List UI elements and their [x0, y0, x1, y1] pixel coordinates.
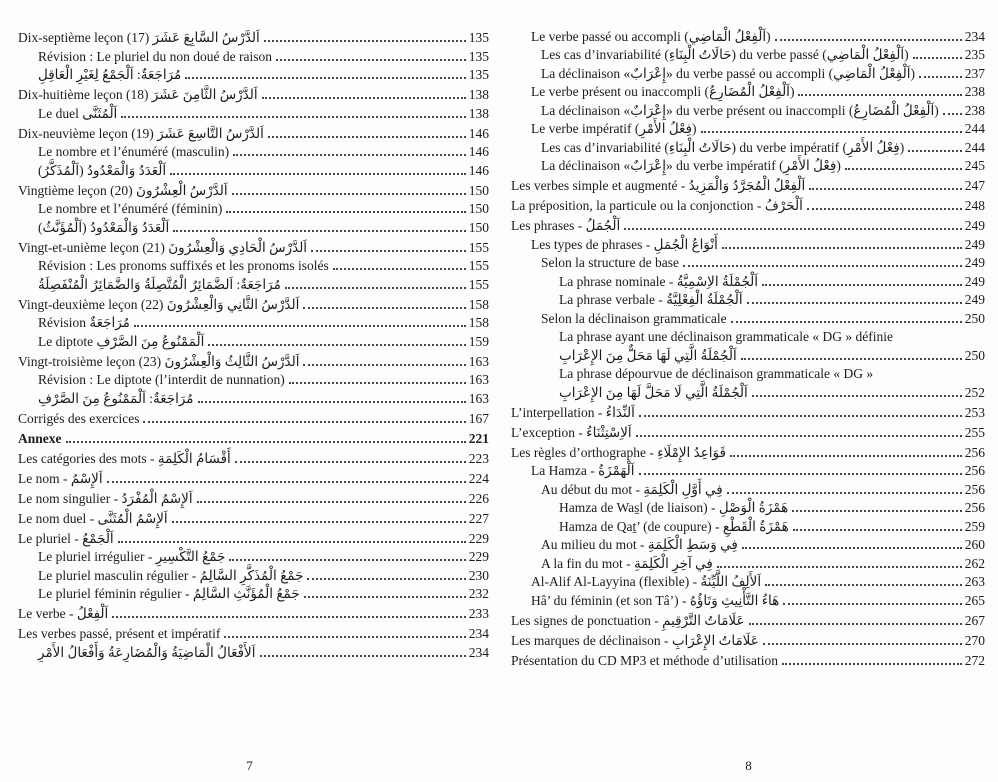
dot-leader	[943, 113, 962, 115]
toc-entry-label: Hamza de Qaṯ’ (de coupure) - هَمْزَةُ الْقَطْعِ	[559, 518, 789, 534]
toc-entry	[18, 66, 489, 83]
toc-entry-label: Les types de phrases - أَنْوَاعُ الْجُمَلِ	[531, 236, 718, 252]
toc-entry	[18, 585, 489, 602]
toc-entry-label: Les marques de déclinaison - عَلَامَاتُ الإِعْرَابِ	[511, 632, 759, 648]
dot-leader	[208, 344, 465, 346]
toc-entry-label: Le pluriel masculin régulier - جَمْعُ الْمُذَكَّرِ السَّالِمُ	[38, 567, 304, 583]
toc-entry	[18, 605, 489, 622]
toc-entry	[511, 518, 985, 535]
toc-entry	[511, 177, 985, 194]
toc-entry	[18, 490, 489, 507]
dot-leader	[639, 473, 962, 475]
toc-entry	[511, 536, 985, 553]
dot-leader	[727, 492, 962, 494]
dot-leader	[763, 643, 962, 645]
toc-entry	[511, 157, 985, 174]
toc-entry-label: Le verbe présent ou inaccompli (اَلْفِعْلُ الْمُضَارِعُ)	[531, 84, 795, 99]
toc-entry	[18, 390, 489, 407]
toc-entry	[511, 462, 985, 479]
toc-entry-label: Le nom duel - اَلإِسْمُ الْمُثَنَّى	[18, 510, 168, 526]
dot-leader	[262, 97, 466, 99]
dot-leader	[121, 116, 465, 118]
toc-entry-page: 135	[468, 48, 489, 64]
toc-entry	[18, 276, 489, 293]
dot-leader	[303, 307, 465, 309]
toc-entry-page: 230	[468, 567, 489, 583]
toc-entry-label: La phrase ayant une déclinaison grammaticale « DG » définie	[559, 329, 893, 344]
toc-entry-label: Le verbe passé ou accompli (اَلْفِعْلُ الْمَاضِي)	[531, 28, 771, 44]
toc-entry	[511, 444, 985, 461]
toc-entry-label: La déclinaison «إِعْرَابٌ» du verbe passé ou accompli (اَلْفِعْلُ الْمَاضِي)	[541, 65, 915, 81]
toc-entry-page: 238	[964, 102, 985, 118]
toc-entry	[18, 125, 489, 142]
toc-entry	[18, 200, 489, 217]
toc-entry-page: 146	[468, 144, 489, 159]
toc-entry-label: Dix-neuvième leçon (19) اَلدَّرْسُ التَّاسِعَ عَشَرَ	[18, 125, 264, 141]
dot-leader	[185, 77, 465, 79]
dot-leader	[639, 415, 962, 417]
toc-entry-page: 234	[468, 626, 489, 641]
toc-entry-page: 249	[964, 255, 985, 270]
dot-leader	[118, 541, 466, 543]
toc-entry	[18, 567, 489, 584]
toc-entry	[18, 450, 489, 467]
toc-entry	[511, 424, 985, 441]
toc-entry-page: 150	[468, 219, 489, 235]
toc-entry-label: مُرَاجَعَةٌ: اَلضَّمَائِرُ الْمُتَّصِلَةُ وَالضَّمَائِرُ الْمُنْفَصِلَةُ	[38, 276, 281, 292]
toc-entry-page: 155	[468, 276, 489, 292]
toc-entry-page: 249	[964, 218, 985, 233]
toc-entry-page: 262	[964, 555, 985, 571]
toc-entry	[511, 217, 985, 234]
toc-entry-page: 252	[964, 384, 985, 400]
toc-entry	[511, 65, 985, 82]
toc-entry-page: 247	[964, 178, 985, 193]
dot-leader	[232, 193, 466, 195]
dot-leader	[749, 623, 962, 625]
toc-entry-label: Les phrases - اَلْجُمَلُ	[511, 218, 621, 233]
toc-entry-label: Le diptote اَلْمَمْنُوعُ مِنَ الصَّرْفِ	[38, 333, 205, 349]
toc-entry-page: 163	[468, 390, 489, 406]
toc-entry-page: 244	[964, 139, 985, 155]
toc-entry	[18, 644, 489, 661]
toc-entry-page: 234	[468, 644, 489, 660]
toc-entry	[511, 612, 985, 629]
dot-leader	[229, 559, 465, 561]
dot-leader	[224, 636, 465, 638]
dot-leader	[307, 578, 465, 580]
dot-leader	[276, 59, 466, 61]
toc-entry-label: L’interpellation - اَلنِّدَاءُ	[511, 404, 635, 420]
toc-entry-page: 233	[468, 606, 489, 621]
toc-entry	[511, 328, 985, 345]
toc-entry	[18, 219, 489, 236]
toc-entry-page: 244	[964, 121, 985, 136]
toc-entry	[18, 239, 489, 256]
toc-entry-label: اَلْجُمْلَةُ الَّتِي لَا مَحَلَّ لَهَا مِنَ الإِعْرَابِ	[559, 384, 748, 400]
toc-entry-label: Révision : Les pronoms suffixés et les pronoms isolés	[38, 258, 329, 273]
toc-entry-page: 158	[468, 315, 489, 330]
dot-leader	[919, 76, 962, 78]
toc-list-left	[18, 29, 489, 661]
toc-entry-page: 256	[964, 444, 985, 460]
toc-entry-page: 150	[468, 182, 489, 198]
toc-entry-label: L’exception - اَلاِسْتِثْنَاءُ	[511, 424, 632, 440]
toc-entry-label: Au début du mot - فِي أَوَّلِ الْكَلِمَةِ	[541, 481, 723, 497]
toc-entry-label: Présentation du CD MP3 et méthode d’utilisation	[511, 652, 778, 668]
toc-entry-label: Le nom - اَلإِسْمُ	[18, 470, 103, 486]
dot-leader	[233, 154, 466, 156]
dot-leader	[783, 603, 961, 605]
toc-entry	[511, 347, 985, 364]
toc-entry	[511, 632, 985, 649]
toc-entry-label: Le pluriel féminin régulier - جَمْعُ الْمُؤَنَّثِ السَّالِمُ	[38, 586, 300, 601]
dot-leader	[913, 57, 962, 59]
toc-entry-label: Révision : Le pluriel du non doué de raison	[38, 48, 272, 64]
toc-entry	[511, 236, 985, 253]
dot-leader	[289, 382, 466, 384]
toc-entry	[18, 548, 489, 565]
toc-entry	[511, 555, 985, 572]
toc-entry-page: 229	[468, 530, 489, 546]
toc-entry-label: Le nombre et l’énuméré (féminin)	[38, 201, 223, 216]
dot-leader	[636, 435, 962, 437]
toc-entry	[511, 384, 985, 401]
dot-leader	[683, 265, 962, 267]
toc-entry	[511, 481, 985, 498]
toc-entry	[18, 105, 489, 122]
toc-entry-page: 263	[964, 574, 985, 589]
toc-entry	[511, 310, 985, 327]
toc-entry-page: 249	[964, 292, 985, 307]
toc-entry-page: 158	[468, 296, 489, 312]
toc-entry-label: اَلْعَدَدُ وَالْمَعْدُودُ (اَلْمُؤَنَّثُ)	[38, 219, 170, 235]
toc-entry-label: اَلْجُمْلَةُ الَّتِي لَهَا مَحَلٌّ مِنَ الإِعْرَابِ	[559, 347, 737, 363]
dot-leader	[765, 584, 962, 586]
toc-entry-label: مُرَاجَعَةٌ: اَلْمَمْنُوعُ مِنَ الصَّرْفِ	[38, 390, 194, 406]
toc-entry	[18, 470, 489, 487]
toc-entry	[18, 430, 489, 447]
toc-entry	[511, 273, 985, 290]
toc-entry	[511, 28, 985, 45]
dot-leader	[285, 287, 466, 289]
dot-leader	[172, 521, 466, 523]
toc-entry-page: 146	[468, 125, 489, 141]
dot-leader	[112, 616, 465, 618]
toc-entry	[18, 29, 489, 46]
toc-entry	[18, 162, 489, 179]
toc-entry	[18, 143, 489, 160]
dot-leader	[798, 94, 961, 96]
toc-entry-page: 272	[964, 652, 985, 668]
toc-entry-label: Le nom singulier - اَلإِسْمُ الْمُفْرَدُ	[18, 490, 193, 506]
toc-entry-page: 163	[468, 353, 489, 369]
toc-entry-page: 249	[964, 236, 985, 252]
dot-leader	[264, 40, 466, 42]
page-number: 7	[246, 758, 253, 773]
toc-entry-page: 138	[468, 105, 489, 121]
toc-entry-page: 249	[964, 273, 985, 289]
toc-entry-label: Vingtième leçon (20) اَلدَّرْسُ الْعِشْرُونَ	[18, 182, 228, 198]
toc-entry-label: La déclinaison «إِعْرَابٌ» du verbe impératif (فِعْلُ الأَمْرِ)	[541, 158, 841, 173]
toc-entry-label: Les cas d’invariabilité (حَالَاتُ الْبِنَاءِ) du verbe impératif (فِعْلُ الأَمْرِ)	[541, 139, 905, 155]
dot-leader	[762, 284, 962, 286]
toc-entry-label: La phrase dépourvue de déclinaison grammaticale « DG »	[559, 366, 874, 381]
toc-entry-page: 253	[964, 404, 985, 420]
toc-entry-page: 229	[468, 549, 489, 564]
toc-entry-label: La phrase nominale - اَلْجُمْلَةُ الاِسْمِيَّةُ	[559, 273, 759, 289]
toc-entry-page: 248	[964, 198, 985, 213]
toc-entry	[18, 182, 489, 199]
toc-entry-label: La Hamza - اَلْهَمْزَةُ	[531, 463, 635, 478]
toc-entry	[18, 296, 489, 313]
dot-leader	[701, 131, 962, 133]
toc-entry-label: مُرَاجَعَةٌ: اَلْجَمْعُ لِغَيْرِ الْعَاقِلِ	[38, 67, 182, 82]
dot-leader	[793, 529, 962, 531]
toc-entry	[511, 652, 985, 669]
toc-entry-page: 260	[964, 537, 985, 552]
toc-entry	[18, 530, 489, 547]
dot-leader	[303, 364, 465, 366]
toc-list-right	[511, 28, 985, 669]
dot-leader	[730, 455, 962, 457]
toc-entry-label: Dix-septième leçon (17) اَلدَّرْسُ السَّابِعَ عَشَرَ	[18, 30, 260, 45]
toc-entry	[18, 257, 489, 274]
toc-entry	[18, 353, 489, 370]
toc-entry-label: Corrigés des exercices	[18, 410, 140, 426]
toc-entry-page: 250	[964, 310, 985, 326]
dot-leader	[197, 501, 466, 503]
toc-entry-label: Les verbes passé, présent et impératif	[18, 626, 221, 641]
toc-entry	[511, 197, 985, 214]
dot-leader	[792, 510, 962, 512]
toc-entry-page: 163	[468, 372, 489, 387]
toc-entry-page: 138	[468, 87, 489, 102]
toc-entry-page: 256	[964, 500, 985, 515]
toc-entry-page: 146	[468, 162, 489, 178]
toc-entry-label: Les règles d’orthographe - قَوَاعِدُ الإِمْلَاءِ	[511, 444, 726, 460]
dot-leader	[845, 168, 962, 170]
toc-entry-page: 265	[964, 592, 985, 608]
toc-entry-label: La déclinaison «إِعْرَابٌ» du verbe présent ou inaccompli (اَلْفِعْلُ الْمُضَارِعُ)	[541, 102, 939, 118]
dot-leader	[66, 441, 466, 443]
toc-entry	[511, 120, 985, 137]
toc-entry-page: 135	[468, 30, 489, 45]
toc-entry-page: 155	[468, 239, 489, 255]
toc-entry-page: 223	[468, 450, 489, 466]
toc-entry-label: Vingt-et-unième leçon (21) اَلدَّرْسُ الْحَادِي وَالْعِشْرُونَ	[18, 239, 308, 255]
toc-entry-page: 259	[964, 518, 985, 534]
toc-entry	[511, 499, 985, 516]
toc-entry-page: 237	[964, 65, 985, 81]
toc-entry	[18, 48, 489, 65]
toc-entry-label: Le pluriel - اَلْجَمْعُ	[18, 530, 114, 546]
toc-entry	[511, 254, 985, 271]
dot-leader	[311, 250, 466, 252]
dot-leader	[107, 481, 466, 483]
toc-entry-page: 224	[468, 470, 489, 486]
toc-entry-page: 245	[964, 158, 985, 173]
toc-entry	[18, 410, 489, 427]
toc-entry-page: 256	[964, 481, 985, 497]
toc-entry-page: 150	[468, 201, 489, 216]
dot-leader	[807, 208, 962, 210]
dot-leader	[722, 247, 962, 249]
toc-entry	[18, 86, 489, 103]
dot-leader	[226, 211, 465, 213]
toc-entry-label: Les signes de ponctuation - عَلَامَاتُ التَّرْقِيمِ	[511, 612, 745, 628]
toc-entry-label: Selon la déclinaison grammaticale	[541, 310, 727, 326]
dot-leader	[741, 358, 962, 360]
toc-entry-page: 167	[468, 410, 489, 426]
dot-leader	[742, 547, 962, 549]
toc-entry-label: Les cas d’invariabilité (حَالَاتُ الْبِنَاءِ) du verbe passé (اَلْفِعْلُ الْمَاضِي)	[541, 47, 909, 62]
dot-leader	[170, 173, 466, 175]
toc-entry	[18, 371, 489, 388]
dot-leader	[134, 325, 466, 327]
toc-entry	[511, 404, 985, 421]
dot-leader	[235, 461, 466, 463]
dot-leader	[908, 150, 962, 152]
toc-entry-label: Les catégories des mots - أَقْسَامُ الْكَلِمَةِ	[18, 450, 231, 466]
toc-entry	[511, 46, 985, 63]
toc-entry-label: Le verbe impératif (فِعْلُ الأَمْرِ)	[531, 121, 697, 136]
toc-entry-label: Le duel اَلْمُثَنَّى	[38, 105, 118, 121]
toc-entry-label: Les verbes simple et augmenté - اَلْفِعْلُ الْمُجَرَّدُ وَالْمَزِيدُ	[511, 178, 806, 193]
toc-entry-label: Annexe	[18, 430, 62, 446]
dot-leader	[624, 228, 962, 230]
toc-entry-page: 256	[964, 463, 985, 478]
toc-entry-page: 270	[964, 632, 985, 648]
toc-entry	[511, 592, 985, 609]
toc-entry-label: Révision : Le diptote (l’interdit de nunnation)	[38, 372, 285, 387]
toc-entry-label: A la fin du mot - فِي آخِرِ الْكَلِمَةِ	[541, 555, 713, 571]
toc-entry-page: 238	[964, 84, 985, 99]
toc-entry-page: 226	[468, 490, 489, 506]
toc-entry	[511, 291, 985, 308]
toc-entry	[18, 625, 489, 642]
dot-leader	[782, 663, 962, 665]
toc-entry-label: Révision مُرَاجَعَةٌ	[38, 315, 130, 330]
dot-leader	[198, 401, 466, 403]
toc-entry-label: La préposition, la particule ou la conjonction - اَلْحَرْفُ	[511, 198, 803, 213]
toc-entry-page: 159	[468, 333, 489, 349]
dot-leader	[333, 268, 466, 270]
toc-entry-label: Hâ’ du féminin (et son Tâ’) - هَاءُ التَّأْنِيثِ وَتَاؤُهُ	[531, 592, 780, 608]
dot-leader	[268, 136, 466, 138]
toc-entry-page: 221	[468, 430, 489, 446]
toc-entry-label: La phrase verbale - اَلْجُمْلَةُ الْفِعْلِيَّةُ	[559, 292, 743, 307]
dot-leader	[717, 566, 962, 568]
dot-leader	[775, 39, 962, 41]
toc-entry	[511, 139, 985, 156]
dot-leader	[747, 302, 962, 304]
dot-leader	[260, 655, 466, 657]
toc-page-right	[499, 0, 998, 782]
toc-entry-page: 234	[964, 28, 985, 44]
toc-entry-page: 250	[964, 347, 985, 363]
toc-entry-label: Vingt-troisième leçon (23) اَلدَّرْسُ الثَّالِثُ وَالْعِشْرُونَ	[18, 353, 300, 369]
dot-leader	[173, 230, 466, 232]
toc-entry	[18, 510, 489, 527]
toc-entry	[511, 102, 985, 119]
toc-entry-page: 235	[964, 47, 985, 62]
toc-entry	[18, 314, 489, 331]
toc-entry	[511, 83, 985, 100]
dot-leader	[304, 596, 466, 598]
dot-leader	[752, 395, 962, 397]
dot-leader	[143, 421, 465, 423]
dot-leader	[731, 321, 962, 323]
toc-entry-page: 232	[468, 586, 489, 601]
toc-entry-page: 255	[964, 424, 985, 440]
toc-entry-page: 135	[468, 67, 489, 82]
page-number: 8	[745, 758, 752, 773]
toc-entry-label: اَلأَفْعَالُ الْمَاضِيَةُ وَالْمُضَارِعَةُ وَأَفْعَالُ الأَمْرِ	[38, 644, 256, 660]
toc-entry-label: Dix-huitième leçon (18) اَلدَّرْسُ الثَّامِنَ عَشَرَ	[18, 87, 258, 102]
toc-entry-label: Le verbe - اَلْفِعْلُ	[18, 606, 109, 621]
toc-entry-label: Vingt-deuxième leçon (22) اَلدَّرْسُ الثَّانِي وَالْعِشْرُونَ	[18, 296, 300, 312]
toc-entry-page: 155	[468, 258, 489, 273]
toc-entry-label: اَلْعَدَدُ وَالْمَعْدُودُ (اَلْمُذَكَّرُ)	[38, 162, 167, 178]
toc-entry-page: 227	[468, 510, 489, 526]
dot-leader	[809, 188, 962, 190]
toc-entry-label: Hamza de Was̱l (de liaison) - هَمْزَةُ الْوَصْلِ	[559, 500, 789, 515]
toc-entry-page: 267	[964, 612, 985, 628]
toc-entry	[18, 333, 489, 350]
toc-entry-label: Le nombre et l’énuméré (masculin)	[38, 144, 230, 159]
toc-entry	[511, 573, 985, 590]
toc-entry-label: Le pluriel irrégulier - جَمْعُ التَّكْسِيرِ	[38, 549, 226, 564]
toc-entry	[511, 365, 985, 382]
toc-entry-label: Selon la structure de base	[541, 255, 679, 270]
toc-entry-label: Al-Alif Al-Layyina (flexible) - اَلأَلِفُ اللَّيِّنَةُ	[531, 574, 762, 589]
toc-entry-label: Au milieu du mot - فِي وَسَطِ الْكَلِمَةِ	[541, 537, 738, 552]
